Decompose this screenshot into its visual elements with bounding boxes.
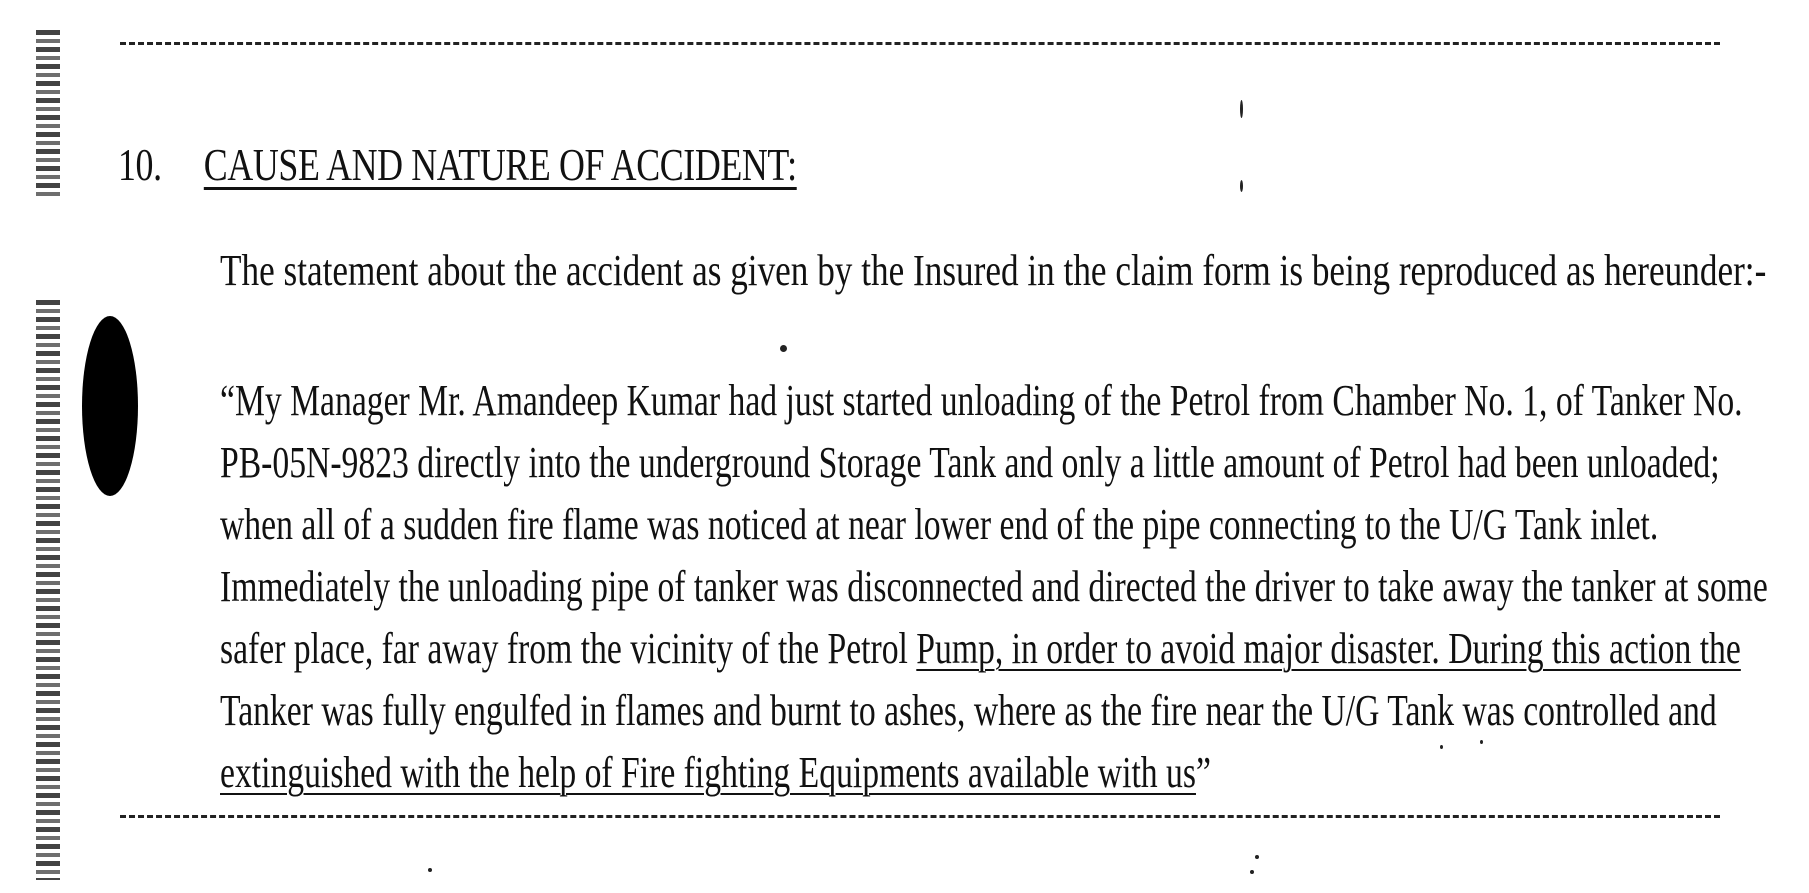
quote-line: [220, 370, 1743, 432]
section-heading: [118, 138, 797, 191]
quote-line-text: [220, 618, 1741, 680]
quote-underlined-text: Pump, in order to avoid major disaster. During this action the: [916, 624, 1741, 673]
punch-hole-mark: [82, 316, 138, 496]
quote-line: [220, 432, 1720, 494]
top-divider: [120, 42, 1720, 45]
insured-quote: [220, 370, 1768, 804]
intro-statement: The statement about the accident as given by the Insured in the claim form is being reproduced as hereunder:-: [220, 246, 1767, 295]
quote-closing-mark: ”: [1195, 748, 1211, 797]
quote-line: [220, 680, 1717, 742]
quote-line: [220, 742, 1505, 804]
quote-line: [220, 494, 1659, 556]
quote-underlined-text: extinguished with the help of Fire fighting Equipments available with us: [220, 748, 1196, 797]
section-title: CAUSE AND NATURE OF ACCIDENT:: [203, 139, 797, 190]
quote-line: [220, 556, 1768, 618]
scan-edge-artifact: [36, 300, 60, 880]
quote-line-text: PB-05N-9823 directly into the underground Storage Tank and only a little amount of Petrol had been unloaded;: [220, 438, 1720, 487]
quote-line-text: when all of a sudden fire flame was noticed at near lower end of the pipe connecting to the U/G Tank inlet.: [220, 500, 1659, 549]
quote-plain-text: safer place, far away from the vicinity of the Petrol: [220, 624, 917, 673]
quote-line-text: Tanker was fully engulfed in flames and burnt to ashes, where as the fire near the U/G Tank was controlled and: [220, 686, 1717, 735]
bottom-divider: [120, 815, 1720, 818]
scan-edge-artifact: [36, 30, 60, 200]
quote-line-text: Immediately the unloading pipe of tanker was disconnected and directed the driver to take away the tanker at some: [220, 562, 1768, 611]
quote-line-text: “My Manager Mr. Amandeep Kumar had just started unloading of the Petrol from Chamber No. 1, of Tanker No.: [220, 376, 1743, 425]
section-number: 10.: [118, 139, 162, 190]
quote-line: [220, 618, 1741, 680]
